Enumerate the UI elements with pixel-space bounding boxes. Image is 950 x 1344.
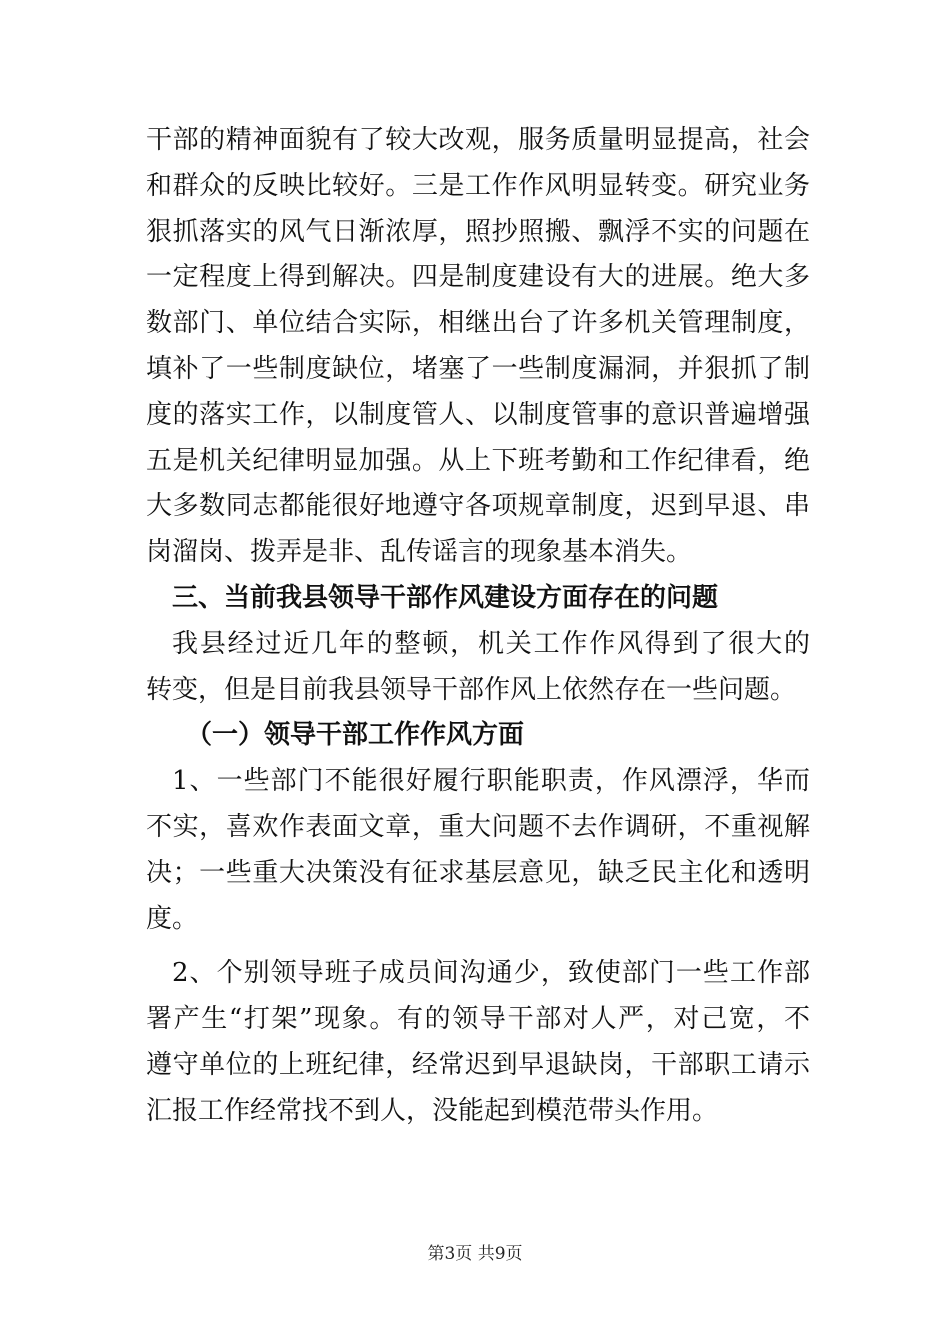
sub-heading: （一）领导干部工作作风方面 xyxy=(186,720,525,751)
text-line: 转变，但是目前我县领导干部作风上依然存在一些问题。 xyxy=(146,674,797,705)
text-line: 2、个别领导班子成员间沟通少，致使部门一些工作部 xyxy=(172,958,810,989)
text-line: 署产生“打架”现象。有的领导干部对人严，对己宽，不 xyxy=(146,1004,810,1035)
section-heading: 三、当前我县领导干部作风建设方面存在的问题 xyxy=(172,582,719,613)
document-body xyxy=(146,118,810,1135)
text-line: 大多数同志都能很好地遵守各项规章制度，迟到早退、串 xyxy=(146,491,810,522)
text-line: 度的落实工作，以制度管人、以制度管事的意识普遍增强 xyxy=(146,399,810,430)
list-item-1 xyxy=(146,759,810,942)
text-line: 一定程度上得到解决。四是制度建设有大的进展。绝大多 xyxy=(146,262,810,293)
text-line: 五是机关纪律明显加强。从上下班考勤和工作纪律看，绝 xyxy=(146,445,810,476)
paragraph-continuation xyxy=(146,118,810,576)
text-line: 岗溜岗、拨弄是非、乱传谣言的现象基本消失。 xyxy=(146,537,693,568)
page-number-footer: 第3页 共9页 xyxy=(427,1244,523,1264)
text-line: 填补了一些制度缺位，堵塞了一些制度漏洞，并狠抓了制 xyxy=(146,353,810,384)
text-line: 和群众的反映比较好。三是工作作风明显转变。研究业务 xyxy=(146,170,810,201)
text-line: 数部门、单位结合实际，相继出台了许多机关管理制度， xyxy=(146,308,810,339)
text-line: 度。 xyxy=(146,903,199,934)
text-line: 1、一些部门不能很好履行职能职责，作风漂浮，华而 xyxy=(172,766,810,797)
text-line: 干部的精神面貌有了较大改观，服务质量明显提高，社会 xyxy=(146,125,810,155)
text-line: 遵守单位的上班纪律，经常迟到早退缺岗，干部职工请示 xyxy=(146,1049,810,1080)
text-line: 不实，喜欢作表面文章，重大问题不去作调研，不重视解 xyxy=(146,811,810,842)
paragraph-gap xyxy=(146,942,810,951)
text-line: 决；一些重大决策没有征求基层意见，缺乏民主化和透明 xyxy=(146,857,810,888)
text-line: 我县经过近几年的整顿，机关工作作风得到了很大的 xyxy=(172,628,810,659)
list-item-2 xyxy=(146,951,810,1134)
intro-paragraph xyxy=(146,622,810,714)
text-line: 汇报工作经常找不到人，没能起到模范带头作用。 xyxy=(146,1095,719,1126)
text-line: 狠抓落实的风气日渐浓厚，照抄照搬、飘浮不实的问题在 xyxy=(146,216,810,247)
